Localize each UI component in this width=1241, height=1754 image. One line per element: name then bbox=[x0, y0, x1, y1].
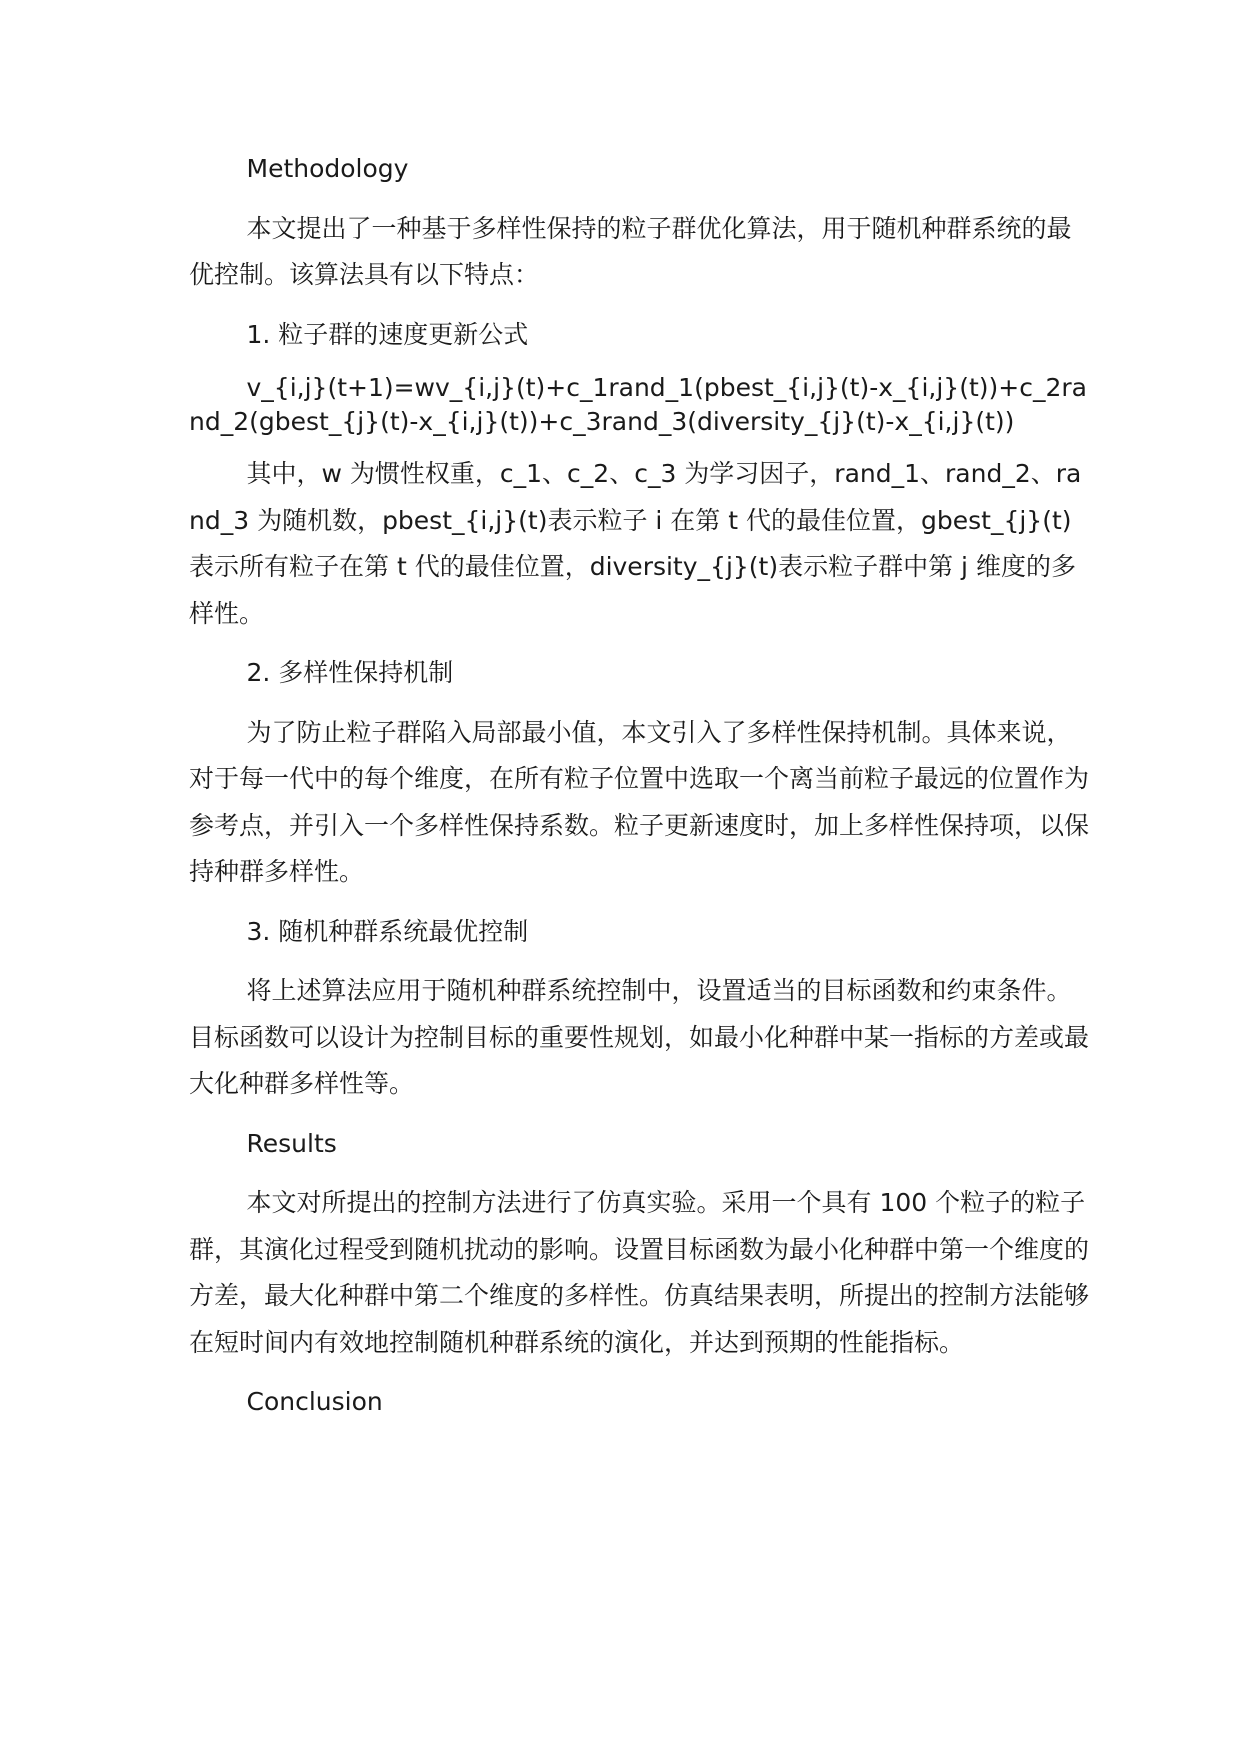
item2-body-paragraph: 为了防止粒子群陷入局部最小值，本文引入了多样性保持机制。具体来说，对于每一代中的每个维度，在所有粒子位置中选取一个离当前粒子最远的位置作为参考点，并引入一个多样性保持系数。粒子更新速度时，加上多样性保持项，以保持种群多样性。 bbox=[189, 717, 1090, 886]
item3-heading: 3. 随机种群系统最优控制 bbox=[246, 916, 529, 946]
results-heading: Results bbox=[246, 1128, 337, 1158]
item1-explanation-paragraph: 其中，w 为惯性权重，c_1、c_2、c_3 为学习因子，rand_1、rand_2、rand_3 为随机数，pbest_{i,j}(t)表示粒子 i 在第 t 代的最佳位置，gbest_{j}(t)表示所有粒子在第 t 代的最佳位置，diversity_{j}(t)表示粒子群中第 j 维度的多样性。 bbox=[189, 459, 1082, 628]
document-body bbox=[189, 146, 1089, 1439]
results-body-paragraph: 本文对所提出的控制方法进行了仿真实验。采用一个具有 100 个粒子的粒子群，其演化过程受到随机扰动的影响。设置目标函数为最小化种群中第一个维度的方差，最大化种群中第二个维度的多样性。仿真结果表明，所提出的控制方法能够在短时间内有效地控制随机种群系统的演化，并达到预期的性能指标。 bbox=[189, 1188, 1090, 1357]
velocity-update-formula: v_{i,j}(t+1)=wv_{i,j}(t)+c_1rand_1(pbest_{i,j}(t)-x_{i,j}(t))+c_2rand_2(gbest_{j}(t)-x_{i,j}(t))+c_3rand_3(diversity_{j}(t)-x_{i,j}(t)) bbox=[189, 373, 1087, 436]
conclusion-heading: Conclusion bbox=[246, 1387, 383, 1416]
item2-heading: 2. 多样性保持机制 bbox=[246, 658, 454, 687]
methodology-heading: Methodology bbox=[246, 154, 409, 183]
item3-body-paragraph: 将上述算法应用于随机种群系统控制中，设置适当的目标函数和约束条件。目标函数可以设计为控制目标的重要性规划，如最小化种群中某一指标的方差或最大化种群多样性等。 bbox=[189, 976, 1090, 1098]
methodology-intro-paragraph: 本文提出了一种基于多样性保持的粒子群优化算法，用于随机种群系统的最优控制。该算法具有以下特点： bbox=[189, 213, 1072, 289]
item1-heading: 1. 粒子群的速度更新公式 bbox=[246, 319, 529, 349]
